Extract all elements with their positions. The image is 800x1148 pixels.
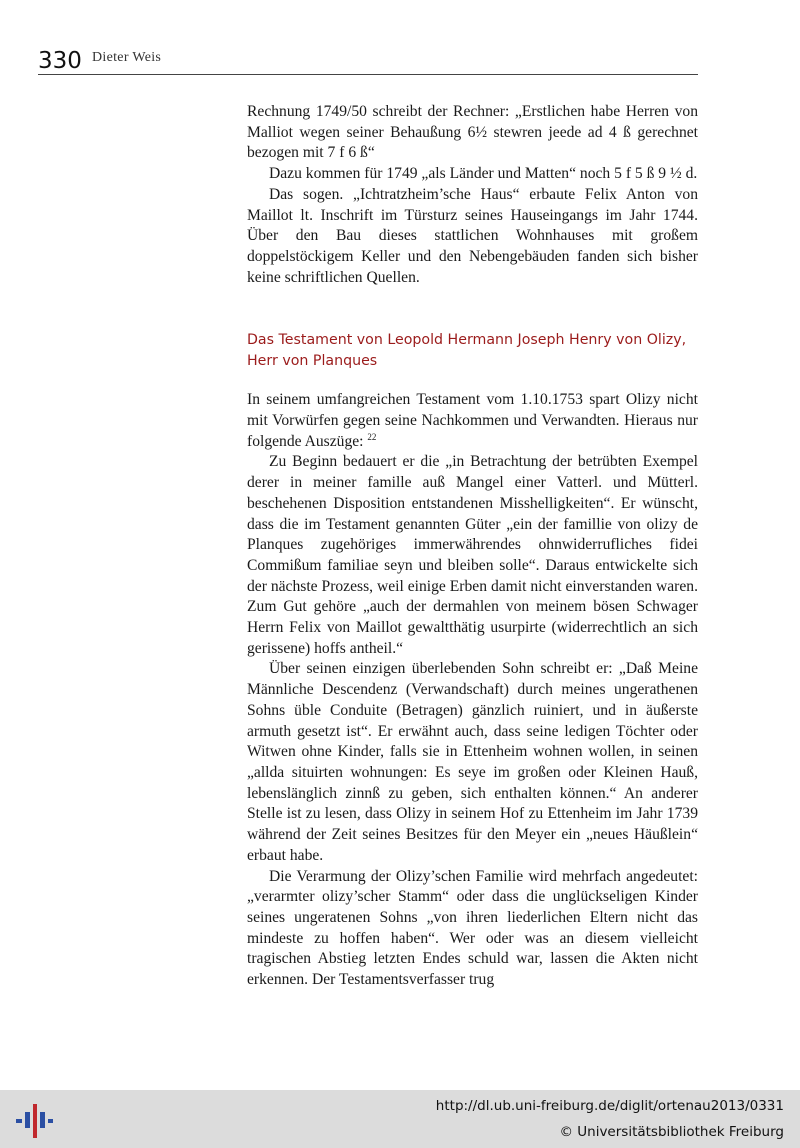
paragraph-5: Zu Beginn bedauert er die „in Betrachtung der betrübten Exempel derer in meiner famille auß Mangel einer Vatterl. und Mütterl. beschehenen Disposition entstandenen Misshelligkeiten“. Er wünscht, dass die im Testament genannten Güter „ein der famillie von olizy de Planques zugehöriges immerwährendes ohnwiderrufliches fidei Commißum familiae seyn und bleiben solle“. Daraus entwickelte sich der nächste Prozess, weil einige Erben damit nicht einverstanden waren. Zum Gut gehöre „auch der dermahlen von meinem bösen Schwager Herrn Felix von Maillot gewaltthätig usurpirte (widerrechtlich an sich gerissene) hoffs antheil.“ — [247, 453, 698, 657]
paragraph-3: Das sogen. „Ichtratzheim’sche Haus“ erbaute Felix Anton von Maillot lt. Inschrift im Türsturz seines Hauseingangs im Jahr 1744. Über den Bau dieses stattlichen Wohnhauses mit großem doppelstöckigem Keller und den Nebengebäuden fanden sich bisher keine schriftlichen Quellen. — [247, 185, 698, 286]
footnote-reference[interactable]: 22 — [367, 431, 377, 442]
page-number: 330 — [38, 48, 82, 74]
paragraph-4-text: In seinem umfangreichen Testament vom 1.10.1753 spart Olizy nicht mit Vorwürfen gegen seine Nachkommen und Verwandten. Hieraus nur folgende Auszüge: — [247, 391, 698, 450]
main-text-column — [247, 102, 698, 991]
running-head: Dieter Weis — [92, 50, 162, 65]
paragraph-7: Die Verarmung der Olizy’schen Familie wird mehrfach angedeutet: „verarmter olizy’scher Stamm“ oder dass die unglückseligen Kinder seines ungeratenen Sohns „von ihren liederlichen Eltern nicht das mindeste zu hoffen haben“. Wer oder was an diesem vielleicht tragischen Abstieg letzten Endes schuld war, lassen die Akten nicht erkennen. Der Testamentsverfasser trug — [247, 867, 698, 989]
footer-bar — [0, 1090, 800, 1148]
paragraph-6: Über seinen einzigen überlebenden Sohn schreibt er: „Daß Meine Männliche Descendenz (Verwandschaft) durch meines ungerathenen Sohns üble Conduite (Betragen) gänzlich ruiniert, und in äußerste armuth gesetzt ist“. Er erwähnt auch, dass seine ledigen Töchter oder Witwen ohne Kinder, falls sie in Ettenheim wohnen wollen, in seinen „allda situirten wohnungen: Es seye im großen oder Kleinen Hauß, lebenslänglich zinnß zu geben, sich enthalten können.“ An anderer Stelle ist zu lesen, dass Olizy in seinem Hof zu Ettenheim im Jahr 1739 während der Zeit seines Besitzes für den Meyer ein „neues Häußlein“ erbaut habe. — [247, 660, 698, 864]
source-url-link[interactable]: http://dl.ub.uni-freiburg.de/diglit/ortenau2013/0331 — [435, 1098, 784, 1114]
section-heading: Das Testament von Leopold Hermann Joseph Henry von Olizy, Herr von Planques — [247, 332, 687, 370]
copyright-notice: © Universitätsbibliothek Freiburg — [559, 1124, 784, 1140]
paragraph-1: Rechnung 1749/50 schreibt der Rechner: „Erstlichen habe Herren von Malliot wegen seiner Behaußung 6½ stewren jeede ad 4 ß gerechnet bezogen mit 7 f 6 ß“ — [247, 103, 698, 162]
paragraph-2: Dazu kommen für 1749 „als Länder und Matten“ noch 5 f 5 ß 9 ½ d. — [269, 165, 698, 183]
ub-freiburg-logo-icon[interactable] — [14, 1102, 54, 1140]
page-header — [38, 48, 698, 75]
paragraph-4 — [247, 390, 698, 452]
